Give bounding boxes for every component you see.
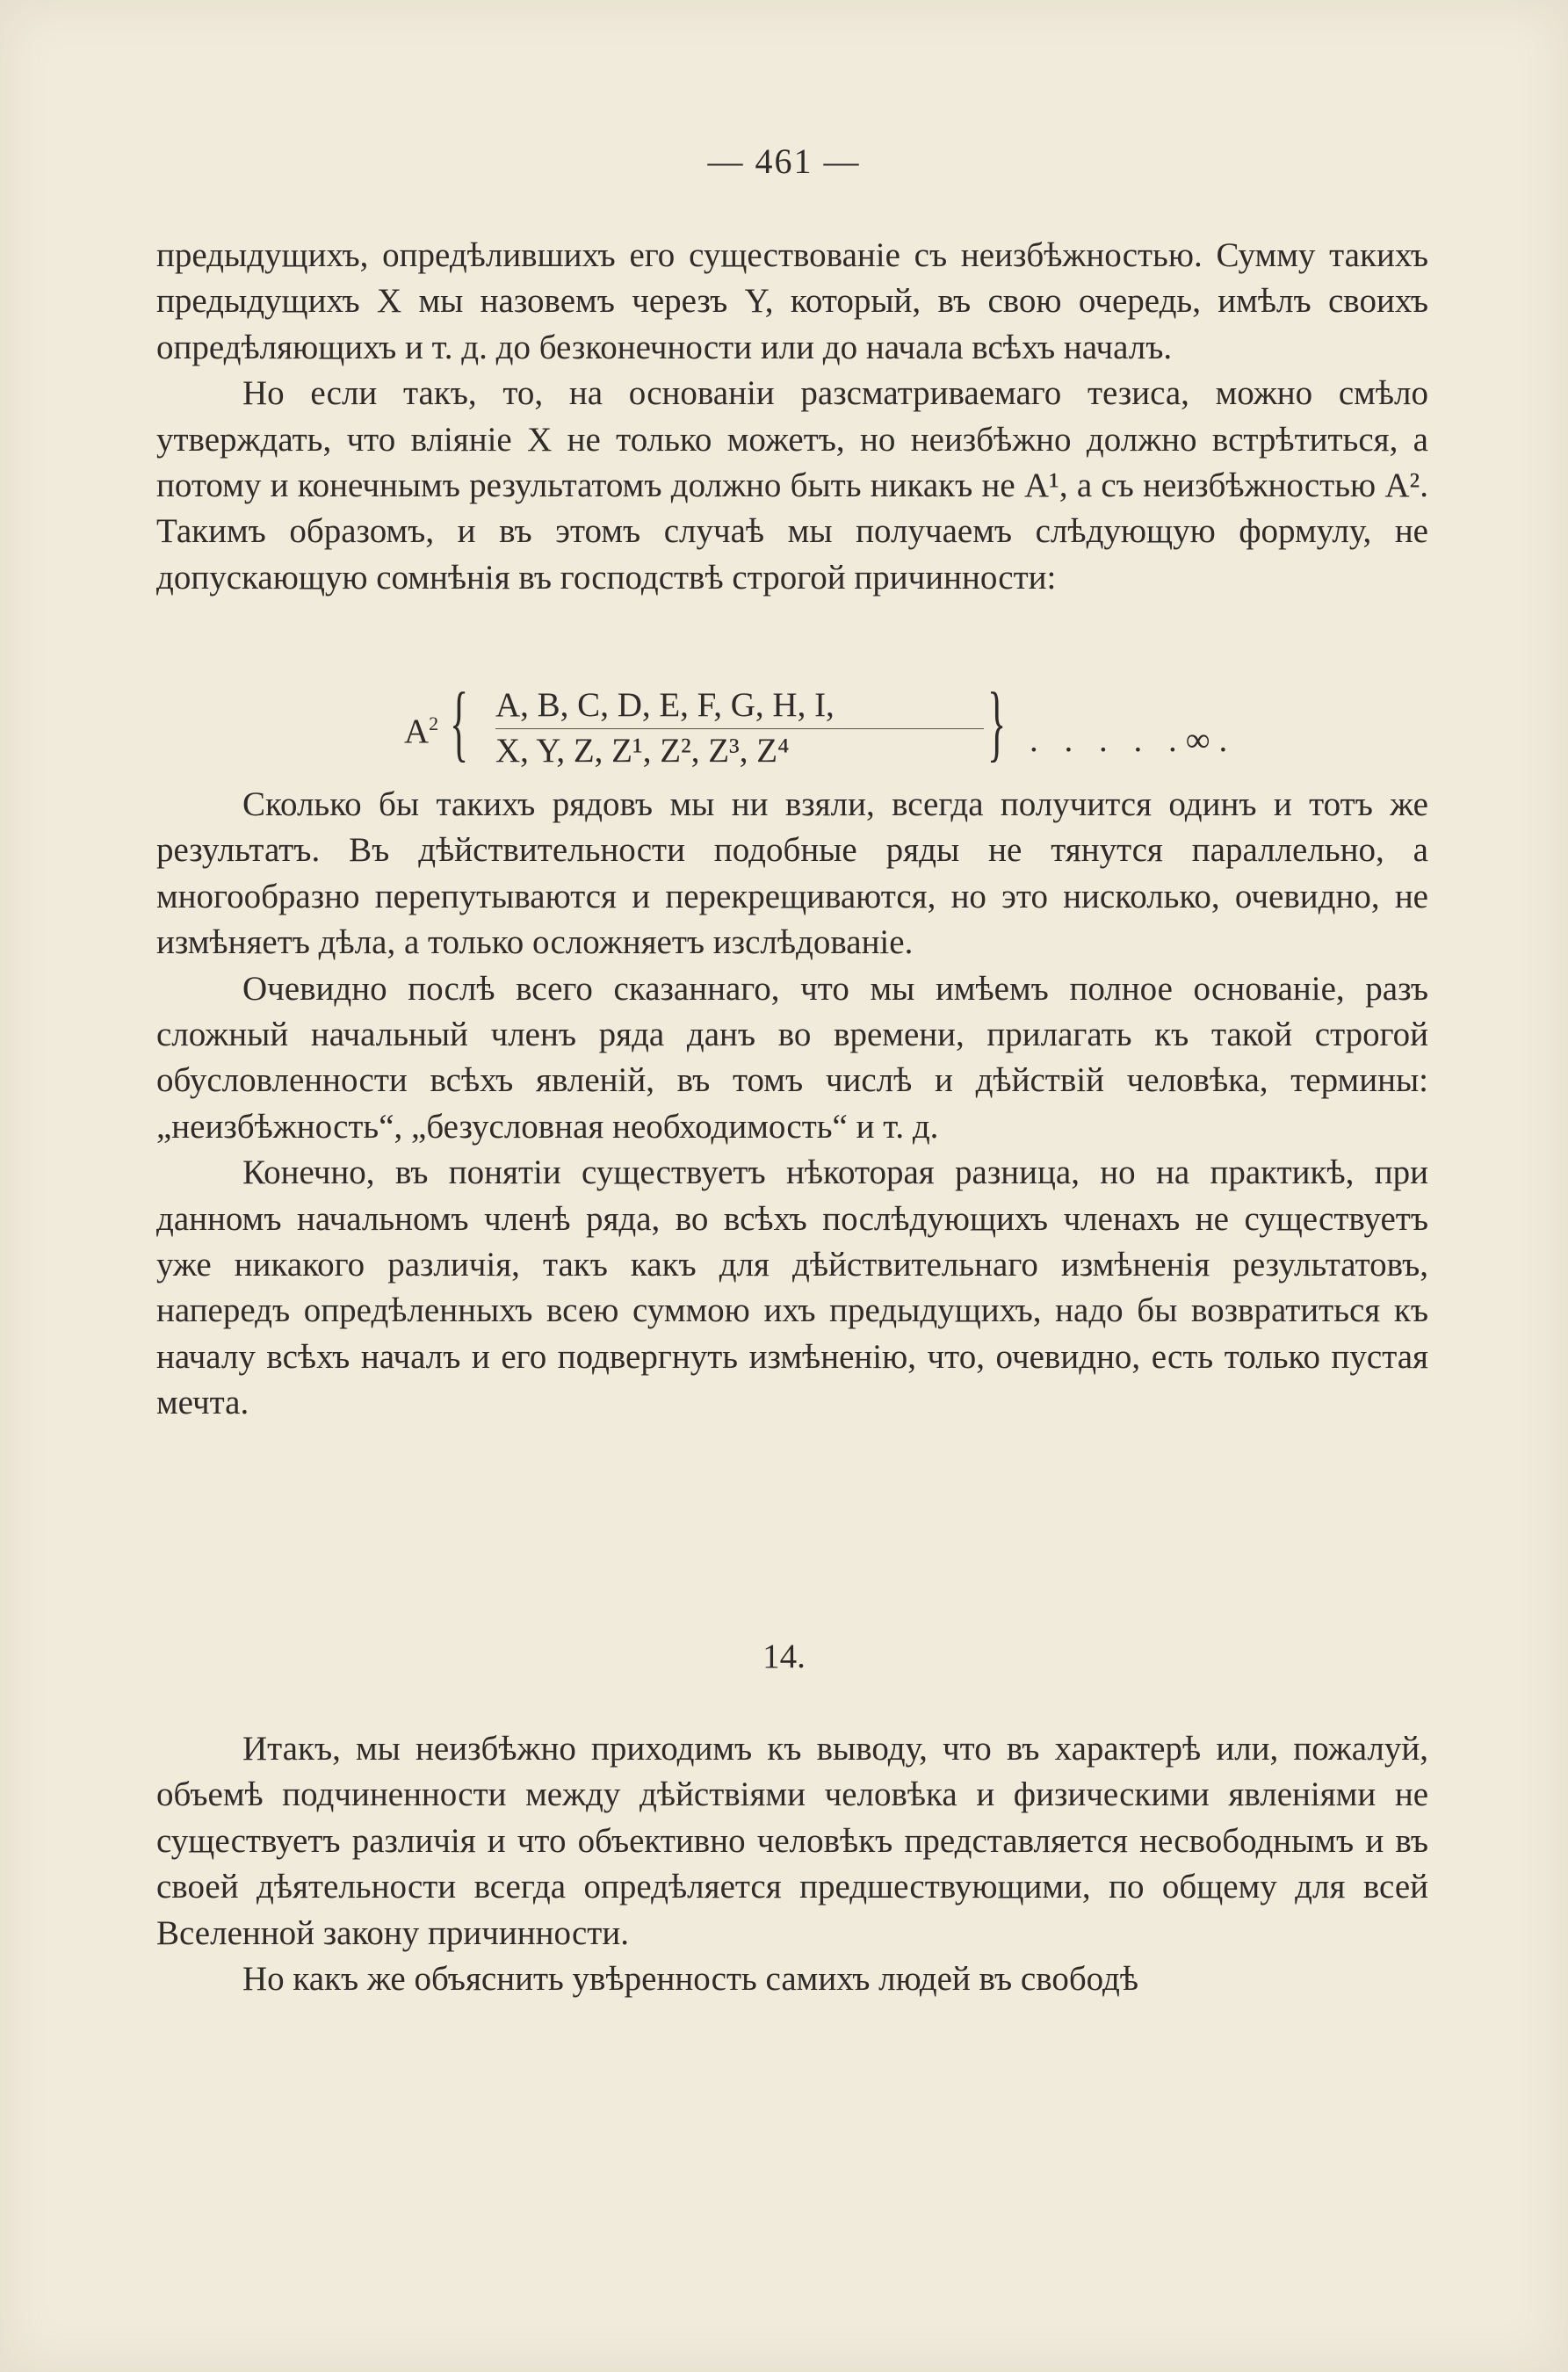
- text-block-middle: [156, 782, 1428, 1427]
- paragraph-5: Конечно, въ понятіи существуетъ нѣкоторая разница, но на практикѣ, при данномъ начальномъ членѣ ряда, во всѣхъ послѣдующихъ членахъ не существуетъ уже никакого различія, такъ какъ для дѣйствительнаго измѣненія результатовъ, напередъ опредѣленныхъ всею суммою ихъ предыдущихъ, надо бы возвратиться къ началу всѣхъ началъ и его подвергнуть измѣненію, что, очевидно, есть только пустая мечта.: [156, 1153, 1428, 1422]
- paragraph-6: Итакъ, мы неизбѣжно приходимъ къ выводу, что въ характерѣ или, пожалуй, объемѣ подчиненности между дѣйствіями человѣка и физическими явленіями не существуетъ различія и что объективно человѣкъ представляется несвободнымъ и въ своей дѣятельности всегда опредѣляется предшествующими, по общему для всей Вселенной закону причинности.: [156, 1730, 1428, 1952]
- formula-rule: [495, 728, 984, 729]
- formula: [404, 676, 1283, 782]
- formula-lhs: [404, 712, 438, 751]
- left-brace-icon: {: [450, 676, 469, 770]
- paragraph-7: Но какъ же объяснить увѣренность самихъ людей въ свободѣ: [242, 1960, 1139, 1999]
- page-number: — 461 —: [707, 141, 861, 181]
- formula-tail: . . . . .∞.: [1030, 721, 1237, 759]
- section-number: 14.: [762, 1638, 806, 1675]
- paragraph-2: Но если такъ, то, на основаніи разсматриваемаго тезиса, можно смѣло утверждать, что вліяніе X не только можетъ, но неизбѣжно должно встрѣтиться, а потому и конечнымъ результатомъ должно быть никакъ не A¹, а съ неизбѣжностью A². Такимъ образомъ, и въ этомъ случаѣ мы получаемъ слѣдующую формулу, не допускающую сомнѣнія въ господствѣ строгой причинности:: [156, 374, 1428, 597]
- paragraph-4: Очевидно послѣ всего сказаннаго, что мы имѣемъ полное основаніе, разъ сложный начальный членъ ряда данъ во времени, прилагать къ такой строгой обусловленности всѣхъ явленій, въ томъ числѣ и дѣйствій человѣка, термины: „неизбѣжность“, „безусловная необходимость“ и т. д.: [156, 969, 1428, 1146]
- paragraph-3: Сколько бы такихъ рядовъ мы ни взяли, всегда получится одинъ и тотъ же результатъ. Въ дѣйствительности подобные ряды не тянутся параллельно, а многообразно перепутываются и перекрещиваются, но это нисколько, очевидно, не измѣняетъ дѣла, а только осложняетъ изслѣдованіе.: [156, 785, 1428, 962]
- formula-lhs-superscript: 2: [429, 712, 439, 734]
- right-brace-icon: }: [987, 676, 1007, 770]
- formula-lhs-letter: A: [404, 712, 430, 750]
- formula-row-2: X, Y, Z, Z¹, Z², Z³, Z⁴: [495, 732, 790, 770]
- text-block-bottom: [156, 1726, 1428, 2002]
- paragraph-1: предыдущихъ, опредѣлившихъ его существованіе съ неизбѣжностью. Сумму такихъ предыдущихъ X мы назовемъ черезъ Y, который, въ свою очередь, имѣлъ своихъ опредѣляющихъ и т. д. до безконечности или до начала всѣхъ началъ.: [156, 236, 1428, 366]
- formula-row-1: A, B, C, D, E, F, G, H, I,: [495, 686, 835, 724]
- text-block-top: [156, 233, 1428, 601]
